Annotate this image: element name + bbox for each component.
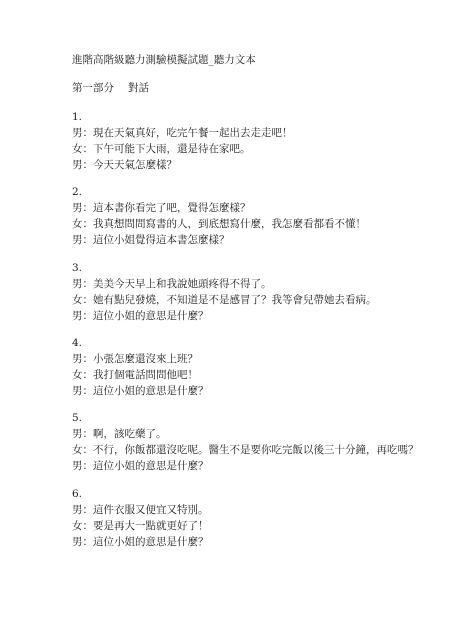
line-text: 小張怎麼還沒來上班？ xyxy=(93,353,198,365)
dialogue-line xyxy=(72,351,462,367)
line-text: 美美今天早上和我說她頭疼得不得了。 xyxy=(93,278,272,290)
dialogue-line xyxy=(72,534,462,550)
dialogue-line xyxy=(72,232,462,248)
speaker-label: 女： xyxy=(72,294,93,306)
speaker-label: 男： xyxy=(72,127,93,139)
question-number: 4. xyxy=(72,337,83,349)
line-text: 這位小姐的意思是什麼？ xyxy=(93,536,209,548)
question-number: 3. xyxy=(72,262,83,274)
dialogue-line xyxy=(72,157,462,173)
line-text: 現在天氣真好，吃完午餐一起出去走走吧！ xyxy=(93,127,293,139)
speaker-label: 男： xyxy=(72,428,93,440)
speaker-label: 女： xyxy=(72,143,93,155)
dialogue-line xyxy=(72,216,462,232)
dialogue-line xyxy=(72,276,462,292)
line-text: 不行，你飯都還沒吃呢。醫生不是要你吃完飯以後三十分鐘，再吃嗎？ xyxy=(93,444,419,456)
section-heading xyxy=(72,81,149,95)
question-block-1 xyxy=(72,110,462,173)
dialogue-line xyxy=(72,141,462,157)
line-text: 這位小姐的意思是什麼？ xyxy=(93,460,209,472)
document-title: 進階高階級聽力測驗模擬試題_聽力文本 xyxy=(72,54,256,66)
speaker-label: 男： xyxy=(72,278,93,290)
dialogue-line xyxy=(72,442,462,458)
speaker-label: 女： xyxy=(72,369,93,381)
dialogue-line xyxy=(72,200,462,216)
line-text: 我打個電話問問他吧！ xyxy=(93,369,198,381)
question-block-2 xyxy=(72,185,462,248)
question-number: 6. xyxy=(72,488,83,500)
question-number: 5. xyxy=(72,412,83,424)
speaker-label: 男： xyxy=(72,234,93,246)
speaker-label: 女： xyxy=(72,444,93,456)
line-text: 這件衣服又便宜又特別。 xyxy=(93,504,209,516)
question-number: 1. xyxy=(72,111,83,123)
dialogue-line xyxy=(72,292,462,308)
line-text: 這位小姐覺得這本書怎麼樣？ xyxy=(93,234,230,246)
dialogue-line xyxy=(72,383,462,399)
line-text: 要是再大一點就更好了！ xyxy=(93,520,209,532)
line-text: 我真想問問寫書的人，到底想寫什麼，我怎麼看都看不懂！ xyxy=(93,218,366,230)
line-text: 這位小姐的意思是什麼？ xyxy=(93,310,209,322)
speaker-label: 男： xyxy=(72,202,93,214)
dialogue-line xyxy=(72,458,462,474)
line-text: 這位小姐的意思是什麼？ xyxy=(93,385,209,397)
line-text: 啊，該吃藥了。 xyxy=(93,428,167,440)
dialogue-line xyxy=(72,125,462,141)
question-block-4 xyxy=(72,336,462,399)
speaker-label: 男： xyxy=(72,353,93,365)
question-number: 2. xyxy=(72,186,83,198)
speaker-label: 男： xyxy=(72,504,93,516)
line-text: 今天天氣怎麼樣？ xyxy=(93,159,177,171)
line-text: 下午可能下大雨，還是待在家吧。 xyxy=(93,143,251,155)
speaker-label: 女： xyxy=(72,218,93,230)
section-label: 對話 xyxy=(128,82,149,94)
speaker-label: 男： xyxy=(72,460,93,472)
dialogue-line xyxy=(72,367,462,383)
question-block-5 xyxy=(72,411,462,474)
line-text: 這本書你看完了吧，覺得怎麼樣？ xyxy=(93,202,251,214)
part-label: 第一部分 xyxy=(72,82,114,94)
speaker-label: 男： xyxy=(72,385,93,397)
dialogue-line xyxy=(72,502,462,518)
speaker-label: 女： xyxy=(72,520,93,532)
speaker-label: 男： xyxy=(72,310,93,322)
question-block-3 xyxy=(72,261,462,324)
speaker-label: 男： xyxy=(72,536,93,548)
dialogue-line xyxy=(72,426,462,442)
speaker-label: 男： xyxy=(72,159,93,171)
line-text: 她有點兒發燒，不知道是不是感冒了？我等會兒帶她去看病。 xyxy=(93,294,377,306)
dialogue-line xyxy=(72,518,462,534)
dialogue-line xyxy=(72,308,462,324)
question-block-6 xyxy=(72,487,462,550)
